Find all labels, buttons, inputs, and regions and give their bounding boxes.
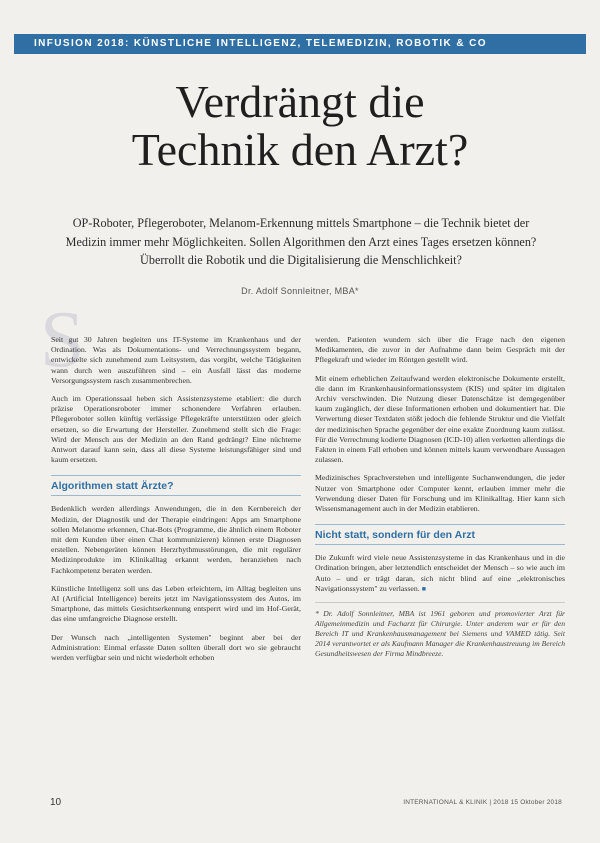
section-banner: INFUSION 2018: KÜNSTLICHE INTELLIGENZ, TELEMEDIZIN, ROBOTIK & CO [14, 34, 586, 54]
author-bio: * Dr. Adolf Sonnleitner, MBA ist 1961 geboren und promovierter Arzt für Allgemeinmedizin und Facharzt für Chirurgie. Unter anderem war er für den Bereich IT und Krankenhausmanagement bei Siemens und VAMED tätig. Seit 2014 verantwortet er als Kaufmann Manager die Krankenhaustreuung im Bereich Gesundheitswesen der Firma Mindbreeze. [315, 602, 565, 659]
author-byline: Dr. Adolf Sonnleitner, MBA* [241, 286, 359, 296]
title-line-1: Verdrängt die [175, 76, 425, 127]
body-paragraph: Der Wunsch nach „intelligenten Systemen" beginnt aber bei der Administration: Einmal erfasste Daten sollten überall dort wo sie gebraucht werden verfügbar sein und nicht wiederholt erhoben [51, 632, 301, 663]
left-column [51, 335, 301, 671]
publication-footer: INTERNATIONAL & KLINIK | 2018 15 Oktober 2018 [403, 799, 562, 806]
right-column [315, 335, 565, 667]
body-paragraph: Mit einem erheblichen Zeitaufwand werden elektronische Dokumente erstellt, die dann im Krankenhausinformationssystem (KIS) und später im digitalen Archiv verschwinden. Die Nutzung dieser Datenschätze ist demgegenüber kaum zugänglich, der diese Informationen erhoben und dokumentiert hat. Die Verwertung dieser Textdaten stößt jedoch die fehlende Struktur und die Vielfalt der medizinischen Sprache gegenüber der eine exakte Zuordnung kaum zulässt. Für die Verrechnung kodierte Diagnosen (ICD-10) allen verketten allerdings die Fakten in einem Fall erhoben und können mittels kaum verwendbare Aussagen zulassen. [315, 373, 565, 465]
section-heading: Algorithmen statt Ärzte? [51, 475, 301, 496]
body-paragraph: Bedenklich werden allerdings Anwendungen, die in den Kernbereich der Medizin, der Diagnostik und der Therapie eindringen: Apps am Smartphone sollen Melanome erkennen, Chat-Bots (Programme, die ähnlich einem Roboter mit dem Kunden über einen Chat kommunizieren) können erste Diagnosen erstellen. Nebengeräten können Herzrhythmusstörungen, die mit regulärer Medizinprodukte im Klinikalltag erkannt werden, heranziehen nach Fachkompetenz beraten werden. [51, 504, 301, 575]
body-paragraph: Seit gut 30 Jahren begleiten uns IT-Systeme im Krankenhaus und der Ordination. Was als Dokumentations- und Verrechnungssystem begann, entwickelte sich zunehmend zum Leitsystem, das vorgibt, welche Tätigkeiten wann durch wen auszuführen sind – ein Ausfall lässt das moderne Versorgungssystem rasch zusammenbrechen. [51, 335, 301, 385]
title-line-2: Technik den Arzt? [131, 124, 469, 175]
page-title [0, 78, 600, 174]
end-mark-icon: ■ [421, 584, 426, 593]
closing-paragraph-text: Die Zukunft wird viele neue Assistenzsysteme in das Krankenhaus und in die Ordination bringen, aber letztendlich entscheidet der Mensch – so wie auch im Auto – und er trägt daran, sich nicht blind auf eine „elektronisches Navigationssystem" zu verlassen. [315, 553, 565, 593]
section-heading: Nicht statt, sondern für den Arzt [315, 524, 565, 545]
body-paragraph: werden. Patienten wundern sich über die Frage nach den eigenen Medikamenten, die zuvor in der Aufnahme dann beim Gespräch mit der Pflegekraft und wieder im Röntgen gestellt wird. [315, 335, 565, 365]
body-paragraph: Auch im Operationssaal heben sich Assistenzsysteme etabliert: die durch präzise Operationsroboter immer schonendere Verfahren erlauben. Pflegeroboter sollen künftig verlässige Pflegekräfte unterstützen oder gleich ersetzen, so die Erwartung der Hersteller. Zunehmend stellt sich die Frage: Wird der Mensch aus der Medizin an den Rand gedrängt? Eine nüchterne Antwort darauf kann sein, dass all diese Systeme leistungsfähiger sind und kaum ersetzen. [51, 394, 301, 465]
body-paragraph: Medizinisches Sprachverstehen und intelligente Suchanwendungen, die jeder Nutzer von Smartphone oder Computer kennt, erlauben immer mehr die Verwendung dieser Daten für Forschung und im Klinikalltag. Hier kann sich Wissensmanagement auch in der Medizin etablieren. [315, 473, 565, 514]
body-paragraph [315, 553, 565, 594]
lead-paragraph: OP-Roboter, Pflegeroboter, Melanom-Erkennung mittels Smartphone – die Technik bietet der Medizin immer mehr Möglichkeiten. Sollen Algorithmen den Arzt eines Tages ersetzen können? Überrollt die Robotik und die Digitalisierung die Menschlichkeit? [65, 216, 537, 267]
page-number: 10 [50, 797, 62, 808]
decorative-dropcap: S [40, 296, 85, 384]
body-paragraph: Künstliche Intelligenz soll uns das Leben erleichtern, im Alltag begleiten uns AI (Artificial Intelligence) bereits jetzt im Navigationssystem des Autos, im Smartphone, das mittels Gesichtserkennung entsperrt wird und im Hof-Gerät, das eine umfangreiche Diagnose erstellt. [51, 583, 301, 624]
